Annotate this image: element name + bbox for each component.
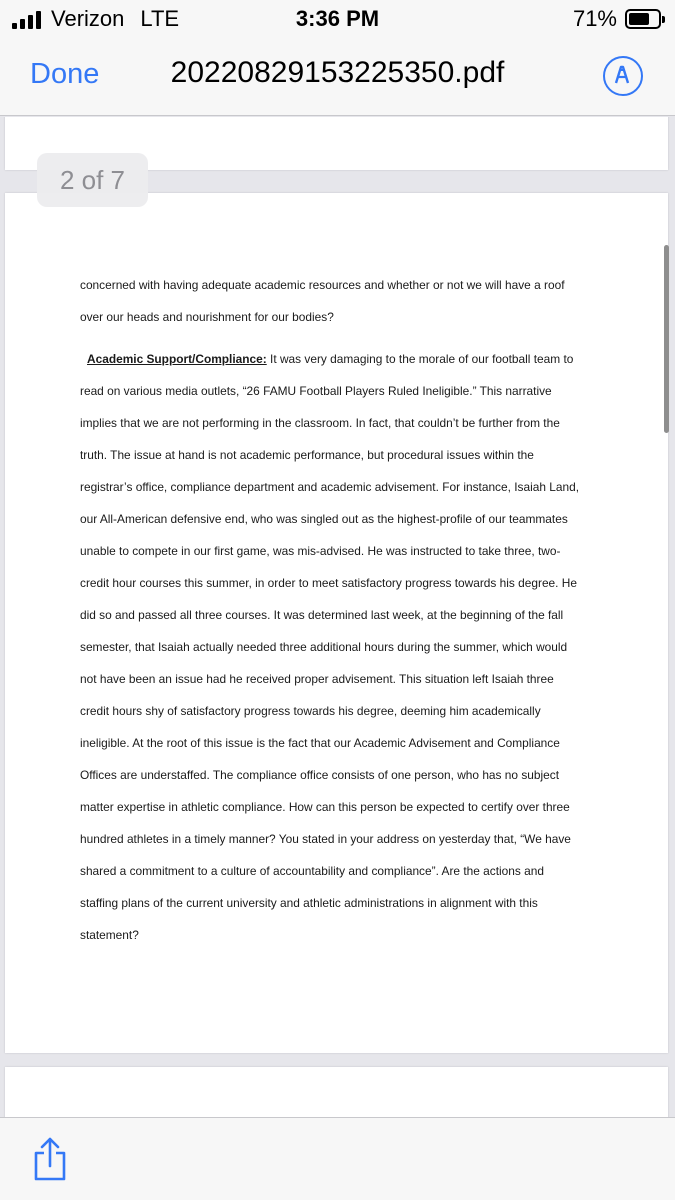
network-label: LTE [140, 6, 180, 31]
text-line: over our heads and nourishment for our bodies? [80, 310, 334, 324]
clock: 3:36 PM [295, 6, 380, 31]
document-title: 20220829153225350.pdf [170, 56, 505, 89]
text-line: credit hour courses this summer, in order to meet satisfactory progress towards his degree. He [80, 576, 577, 590]
text-line: statement? [80, 928, 139, 942]
text-line: implies that we are not performing in the classroom. In fact, that couldn’t be further from the [80, 416, 560, 430]
page-text [80, 269, 600, 951]
section-heading: Academic Support/Compliance: [87, 352, 267, 366]
text-line: truth. The issue at hand is not academic performance, but procedural issues within the [80, 448, 534, 462]
battery-nub [662, 16, 665, 23]
page-indicator: 2 of 7 [37, 153, 148, 207]
text-line-spacer [80, 333, 600, 343]
text-line: semester, that Isaiah actually needed three additional hours during the summer, which would [80, 640, 568, 654]
text-line: our All-American defensive end, who was singled out as the highest-profile of our teammates [80, 512, 568, 526]
pdf-page [5, 193, 668, 1053]
text-line: shared a commitment to a culture of accountability and compliance”. Are the actions and [80, 864, 544, 878]
nav-bar [0, 40, 675, 116]
text-line: concerned with having adequate academic resources and whether or not we will have a roof [80, 278, 565, 292]
bottom-toolbar [0, 1117, 675, 1200]
battery-percent: 71% [572, 6, 617, 31]
pdf-viewer[interactable] [0, 117, 675, 1117]
text-line: Offices are understaffed. The compliance office consists of one person, who has no subject [80, 768, 559, 782]
share-icon[interactable] [32, 1136, 68, 1182]
text-line: unable to compete in our first game, was mis-advised. He was instructed to take three, two- [80, 544, 561, 558]
text-line: staffing plans of the current university and athletic administrations in alignment with this [80, 896, 538, 910]
battery-icon [625, 9, 661, 29]
markup-pen-glyph [605, 58, 640, 93]
text-line: ineligible. At the root of this issue is the fact that our Academic Advisement and Compliance [80, 736, 560, 750]
text-line: did so and passed all three courses. It was determined last week, at the beginning of the fall [80, 608, 564, 622]
battery-fill [629, 13, 649, 25]
text-line: read on various media outlets, “26 FAMU Football Players Ruled Ineligible.” This narrative [80, 384, 552, 398]
carrier-label: Verizon [51, 6, 125, 31]
status-bar [0, 0, 675, 40]
text-line: registrar’s office, compliance department and academic advisement. For instance, Isaiah Land, [80, 480, 580, 494]
done-button[interactable]: Done [30, 58, 100, 90]
markup-pen-icon[interactable] [603, 56, 643, 96]
text-line [80, 343, 600, 375]
pdf-page-next [5, 1067, 668, 1117]
text-line-rest: It was very damaging to the morale of our football team to [270, 352, 574, 366]
text-line: not have been an issue had he received proper advisement. This situation left Isaiah three [80, 672, 554, 686]
share-glyph [32, 1136, 68, 1182]
text-line: credit hours shy of satisfactory progress towards his degree, deeming him academically [80, 704, 541, 718]
text-line: hundred athletes in a timely manner? You stated in your address on yesterday that, “We have [80, 832, 571, 846]
text-line: matter expertise in athletic compliance. How can this person be expected to certify over three [80, 800, 570, 814]
scrollbar-thumb[interactable] [664, 245, 669, 433]
status-right [573, 6, 661, 32]
